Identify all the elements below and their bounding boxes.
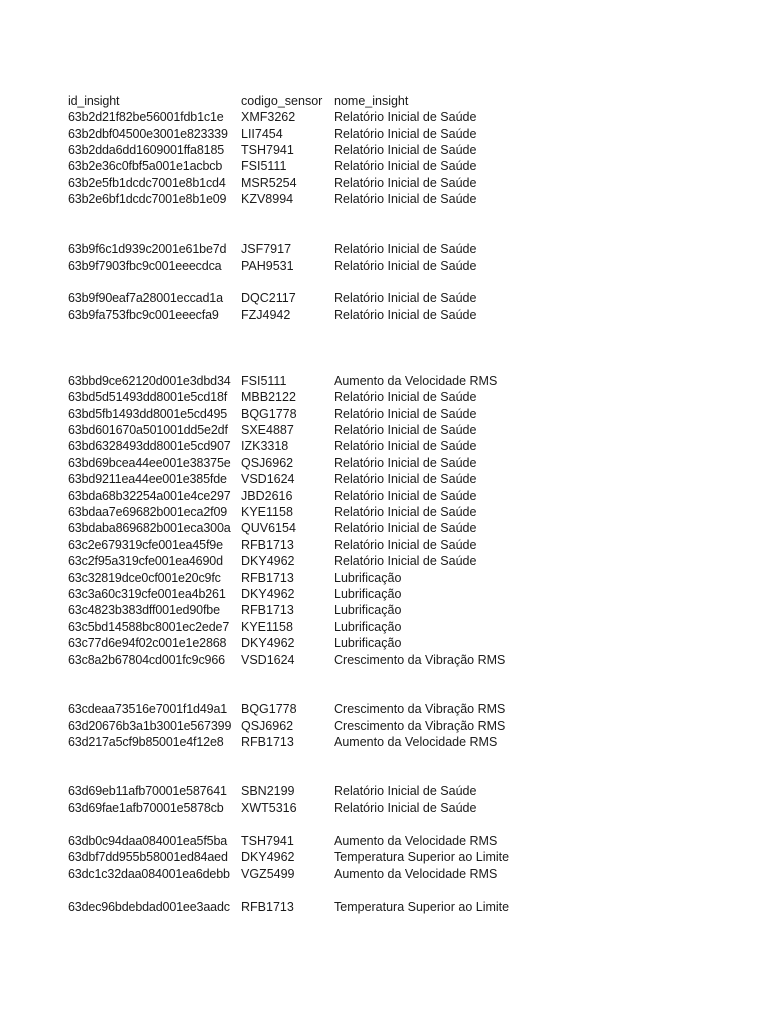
insight-name-cell: Relatório Inicial de Saúde: [334, 505, 477, 519]
insight-id-cell: 63b2dda6dd1609001ffa8185: [68, 143, 225, 157]
insight-name-cell: Relatório Inicial de Saúde: [334, 390, 477, 404]
sensor-code-cell: JBD2616: [241, 489, 293, 503]
insight-id-cell: 63db0c94daa084001ea5f5ba: [68, 834, 228, 848]
sensor-code-cell: QUV6154: [241, 521, 296, 535]
sensor-code-cell: PAH9531: [241, 259, 294, 273]
insight-id-cell: 63d69fae1afb70001e5878cb: [68, 801, 224, 815]
sensor-code-cell: IZK3318: [241, 439, 289, 453]
table-row: [0, 471, 768, 487]
sensor-code-cell: QSJ6962: [241, 456, 294, 470]
sensor-code-cell: RFB1713: [241, 603, 294, 617]
insight-id-cell: 63bdaa7e69682b001eca2f09: [68, 505, 228, 519]
header-id-insight: id_insight: [68, 94, 120, 108]
sensor-code-cell: VGZ5499: [241, 867, 295, 881]
insight-name-cell: Temperatura Superior ao Limite: [334, 850, 510, 864]
table-row: [0, 504, 768, 520]
table-row: [0, 866, 768, 882]
insight-name-cell: Relatório Inicial de Saúde: [334, 192, 477, 206]
sensor-code-cell: MBB2122: [241, 390, 296, 404]
sensor-code-cell: FSI5111: [241, 374, 287, 388]
insight-id-cell: 63b9fa753fbc9c001eeecfa9: [68, 308, 219, 322]
insight-id-cell: 63c77d6e94f02c001e1e2868: [68, 636, 227, 650]
table-row: [0, 570, 768, 586]
insight-id-cell: 63b2e6bf1dcdc7001e8b1e09: [68, 192, 227, 206]
sensor-code-cell: DKY4962: [241, 587, 295, 601]
header-nome-insight: nome_insight: [334, 94, 409, 108]
sensor-code-cell: XMF3262: [241, 110, 296, 124]
insight-id-cell: 63b2d21f82be56001fdb1c1e: [68, 110, 224, 124]
insight-id-cell: 63c4823b383dff001ed90fbe: [68, 603, 220, 617]
table-row: [0, 241, 768, 257]
sensor-code-cell: DQC2117: [241, 291, 296, 305]
table-row: [0, 488, 768, 504]
insight-name-cell: Relatório Inicial de Saúde: [334, 784, 477, 798]
insight-id-cell: 63dbf7dd955b58001ed84aed: [68, 850, 228, 864]
sensor-code-cell: BQG1778: [241, 407, 297, 421]
insight-id-cell: 63bd6328493dd8001e5cd907: [68, 439, 231, 453]
insight-name-cell: Lubrificação: [334, 571, 402, 585]
insight-id-cell: 63cdeaa73516e7001f1d49a1: [68, 702, 228, 716]
sensor-code-cell: KYE1158: [241, 620, 293, 634]
table-row: [0, 899, 768, 915]
sensor-code-cell: DKY4962: [241, 636, 295, 650]
insight-name-cell: Relatório Inicial de Saúde: [334, 554, 477, 568]
insight-id-cell: 63b9f6c1d939c2001e61be7d: [68, 242, 227, 256]
sensor-code-cell: RFB1713: [241, 538, 294, 552]
table-row: [0, 783, 768, 799]
sensor-code-cell: DKY4962: [241, 850, 295, 864]
sensor-code-cell: XWT5316: [241, 801, 297, 815]
table-row: [0, 126, 768, 142]
insight-name-cell: Relatório Inicial de Saúde: [334, 308, 477, 322]
insight-id-cell: 63c5bd14588bc8001ec2ede7: [68, 620, 230, 634]
insight-name-cell: Aumento da Velocidade RMS: [334, 867, 498, 881]
table-row: [0, 373, 768, 389]
insight-id-cell: 63c2e679319cfe001ea45f9e: [68, 538, 223, 552]
insight-name-cell: Relatório Inicial de Saúde: [334, 291, 477, 305]
insight-name-cell: Relatório Inicial de Saúde: [334, 127, 477, 141]
insight-id-cell: 63c2f95a319cfe001ea4690d: [68, 554, 223, 568]
table-row: [0, 158, 768, 174]
insight-name-cell: Relatório Inicial de Saúde: [334, 407, 477, 421]
sensor-code-cell: MSR5254: [241, 176, 297, 190]
insight-name-cell: Lubrificação: [334, 620, 402, 634]
sensor-code-cell: FZJ4942: [241, 308, 291, 322]
insight-id-cell: 63b2e36c0fbf5a001e1acbcb: [68, 159, 223, 173]
insight-id-cell: 63bd9211ea44ee001e385fde: [68, 472, 227, 486]
table-row: [0, 455, 768, 471]
table-row: [0, 520, 768, 536]
insight-name-cell: Relatório Inicial de Saúde: [334, 439, 477, 453]
table-row: [0, 701, 768, 717]
sensor-code-cell: QSJ6962: [241, 719, 294, 733]
table-row: [0, 175, 768, 191]
insight-name-cell: Crescimento da Vibração RMS: [334, 719, 506, 733]
table-row: [0, 619, 768, 635]
insight-name-cell: Relatório Inicial de Saúde: [334, 423, 477, 437]
insight-id-cell: 63c32819dce0cf001e20c9fc: [68, 571, 221, 585]
insight-name-cell: Relatório Inicial de Saúde: [334, 110, 477, 124]
insight-name-cell: Temperatura Superior ao Limite: [334, 900, 510, 914]
table-row: [0, 652, 768, 668]
insight-name-cell: Aumento da Velocidade RMS: [334, 834, 498, 848]
insight-name-cell: Crescimento da Vibração RMS: [334, 653, 506, 667]
sensor-code-cell: DKY4962: [241, 554, 295, 568]
insight-name-cell: Relatório Inicial de Saúde: [334, 538, 477, 552]
table-row: [0, 389, 768, 405]
table-row: [0, 258, 768, 274]
sensor-code-cell: KYE1158: [241, 505, 293, 519]
sensor-code-cell: RFB1713: [241, 735, 294, 749]
insight-id-cell: 63d20676b3a1b3001e567399: [68, 719, 232, 733]
insight-id-cell: 63b2e5fb1dcdc7001e8b1cd4: [68, 176, 226, 190]
insight-name-cell: Aumento da Velocidade RMS: [334, 735, 498, 749]
table-row: [0, 406, 768, 422]
sensor-code-cell: JSF7917: [241, 242, 292, 256]
sensor-code-cell: RFB1713: [241, 571, 294, 585]
insight-name-cell: Relatório Inicial de Saúde: [334, 176, 477, 190]
insight-name-cell: Relatório Inicial de Saúde: [334, 259, 477, 273]
sensor-code-cell: SBN2199: [241, 784, 295, 798]
table-row: [0, 438, 768, 454]
insight-id-cell: 63b9f90eaf7a28001eccad1a: [68, 291, 223, 305]
insight-name-cell: Lubrificação: [334, 636, 402, 650]
insight-id-cell: 63bd601670a501001dd5e2df: [68, 423, 228, 437]
table-row: [0, 422, 768, 438]
insight-name-cell: Relatório Inicial de Saúde: [334, 801, 477, 815]
insight-id-cell: 63bd5fb1493dd8001e5cd495: [68, 407, 228, 421]
table-row: [0, 191, 768, 207]
table-row: [0, 849, 768, 865]
sensor-code-cell: SXE4887: [241, 423, 294, 437]
insight-name-cell: Relatório Inicial de Saúde: [334, 521, 477, 535]
insight-name-cell: Relatório Inicial de Saúde: [334, 489, 477, 503]
insight-id-cell: 63bbd9ce62120d001e3dbd34: [68, 374, 231, 388]
sensor-code-cell: LII7454: [241, 127, 283, 141]
sensor-code-cell: TSH7941: [241, 834, 294, 848]
table-row: [0, 537, 768, 553]
insight-id-cell: 63c8a2b67804cd001fc9c966: [68, 653, 225, 667]
insight-id-cell: 63bd5d51493dd8001e5cd18f: [68, 390, 228, 404]
insight-name-cell: Crescimento da Vibração RMS: [334, 702, 506, 716]
sensor-code-cell: VSD1624: [241, 472, 295, 486]
insight-id-cell: 63bda68b32254a001e4ce297: [68, 489, 231, 503]
insight-id-cell: 63dec96bdebdad001ee3aadc: [68, 900, 230, 914]
insight-id-cell: 63b2dbf04500e3001e823339: [68, 127, 228, 141]
header-codigo-sensor: codigo_sensor: [241, 94, 323, 108]
insight-name-cell: Relatório Inicial de Saúde: [334, 143, 477, 157]
insight-id-cell: 63d69eb11afb70001e587641: [68, 784, 227, 798]
insight-name-cell: Aumento da Velocidade RMS: [334, 374, 498, 388]
insight-id-cell: 63dc1c32daa084001ea6debb: [68, 867, 230, 881]
table-row: [0, 586, 768, 602]
sensor-code-cell: BQG1778: [241, 702, 297, 716]
table-row: [0, 290, 768, 306]
insight-name-cell: Lubrificação: [334, 587, 402, 601]
insight-name-cell: Lubrificação: [334, 603, 402, 617]
sensor-code-cell: TSH7941: [241, 143, 294, 157]
insight-id-cell: 63bdaba869682b001eca300a: [68, 521, 231, 535]
insight-name-cell: Relatório Inicial de Saúde: [334, 472, 477, 486]
table-row: [0, 142, 768, 158]
sensor-code-cell: FSI5111: [241, 159, 287, 173]
insight-name-cell: Relatório Inicial de Saúde: [334, 159, 477, 173]
table-row: [0, 553, 768, 569]
insight-id-cell: 63c3a60c319cfe001ea4b261: [68, 587, 226, 601]
insight-name-cell: Relatório Inicial de Saúde: [334, 242, 477, 256]
insight-name-cell: Relatório Inicial de Saúde: [334, 456, 477, 470]
table-row: [0, 635, 768, 651]
table-row: [0, 833, 768, 849]
sensor-code-cell: VSD1624: [241, 653, 295, 667]
sensor-code-cell: RFB1713: [241, 900, 294, 914]
table-row: [0, 800, 768, 816]
table-row: [0, 602, 768, 618]
insight-id-cell: 63d217a5cf9b85001e4f12e8: [68, 735, 224, 749]
table-row: [0, 718, 768, 734]
sensor-code-cell: KZV8994: [241, 192, 294, 206]
table-row: [0, 734, 768, 750]
table-row: [0, 109, 768, 125]
table-row: [0, 307, 768, 323]
header-row: [0, 93, 768, 109]
insight-id-cell: 63bd69bcea44ee001e38375e: [68, 456, 231, 470]
insight-id-cell: 63b9f7903fbc9c001eeecdca: [68, 259, 222, 273]
